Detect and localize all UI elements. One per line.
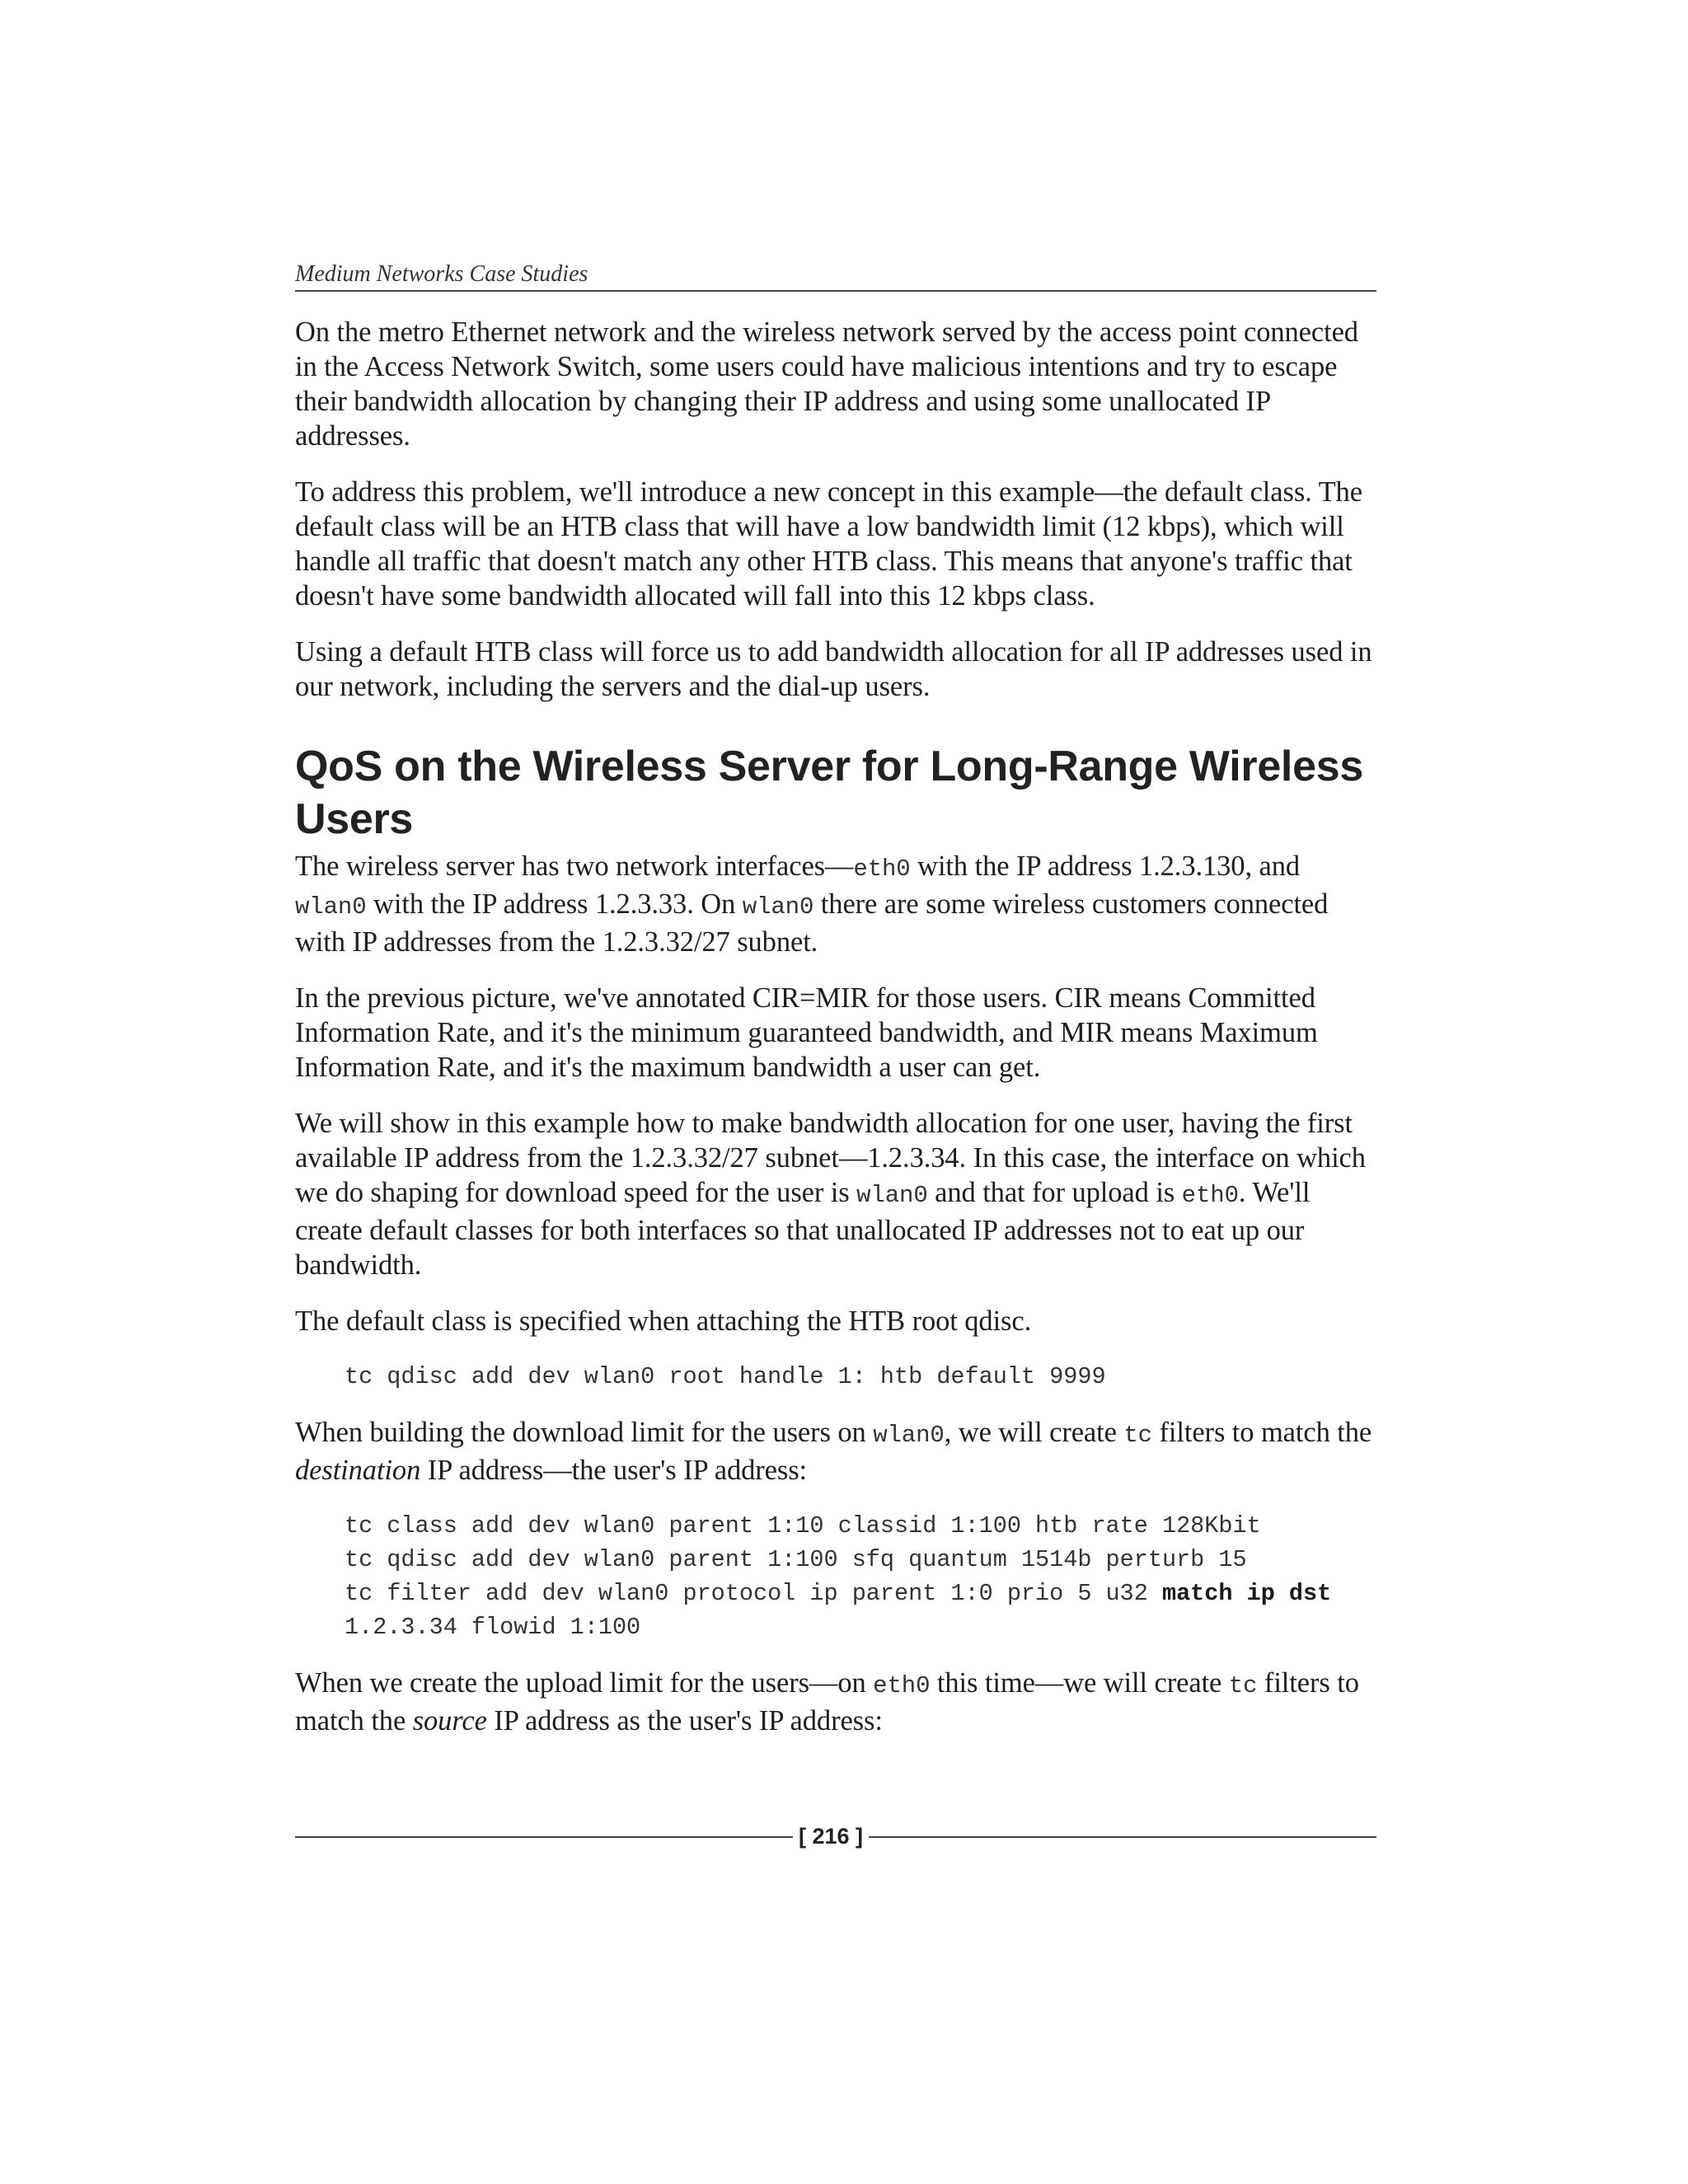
inline-code: tc <box>1228 1672 1258 1699</box>
text-run: there are some wireless customers connected with IP addresses from the 1.2.3.32/27 subnet. <box>295 888 1329 958</box>
code-line: 1.2.3.34 flowid 1:100 <box>345 1614 641 1641</box>
code-line: tc class add dev wlan0 parent 1:10 classid 1:100 htb rate 128Kbit <box>345 1512 1261 1540</box>
book-page <box>295 0 1376 2184</box>
header-rule <box>295 290 1376 292</box>
section-paragraph-4: The default class is specified when attaching the HTB root qdisc. <box>295 1305 1032 1337</box>
code-run: tc filter add dev wlan0 protocol ip parent 1:0 prio 5 u32 <box>345 1580 1162 1607</box>
text-run: and that for upload is <box>927 1177 1182 1208</box>
section-paragraph-5 <box>295 1415 1376 1488</box>
text-run: IP address as the user's IP address: <box>486 1705 883 1736</box>
code-block-1 <box>345 1360 1376 1394</box>
text-run: this time—we will create <box>930 1667 1229 1699</box>
intro-paragraph-3: Using a default HTB class will force us to add bandwidth allocation for all IP addresses used in our network, including the servers and the dial-up users. <box>295 636 1372 702</box>
code-line: tc qdisc add dev wlan0 parent 1:100 sfq quantum 1514b perturb 15 <box>345 1546 1247 1573</box>
section-heading: QoS on the Wireless Server for Long-Range Wireless Users <box>295 743 1363 843</box>
text-run: filters to match the <box>295 1667 1359 1736</box>
inline-code: wlan0 <box>856 1182 928 1209</box>
code-line <box>345 1577 1376 1610</box>
page-footer <box>295 1820 1376 1853</box>
inline-code: tc <box>1123 1422 1152 1449</box>
emphasis: destination <box>295 1455 421 1486</box>
text-run: with the IP address 1.2.3.33. On <box>366 888 743 920</box>
text-run: The wireless server has two network interfaces— <box>295 851 854 882</box>
code-block-2 <box>345 1509 1376 1644</box>
footer-rule-left <box>295 1836 793 1838</box>
inline-code: eth0 <box>1181 1182 1239 1209</box>
text-run: When we create the upload limit for the users—on <box>295 1667 874 1699</box>
page-content <box>295 315 1376 1760</box>
inline-code: eth0 <box>873 1672 931 1699</box>
section-paragraph-1 <box>295 849 1376 959</box>
section-paragraph-2: In the previous picture, we've annotated CIR=MIR for those users. CIR means Committed Information Rate, and it's the minimum guaranteed bandwidth, and MIR means Maximum Information Rate, and it's the maximum bandwidth a user can get. <box>295 982 1318 1083</box>
text-run: We will show in this example how to make bandwidth allocation for one user, having the first available IP address from the 1.2.3.32/27 subnet—1.2.3.34. In this case, the interface on which we do shaping for download speed for the user is <box>295 1108 1366 1208</box>
inline-code: wlan0 <box>742 893 814 921</box>
code-line: tc qdisc add dev wlan0 root handle 1: htb default 9999 <box>345 1363 1106 1390</box>
text-run: . We'll create default classes for both interfaces so that unallocated IP addresses not to eat up our bandwidth. <box>295 1177 1311 1281</box>
text-run: filters to match the <box>1151 1417 1372 1448</box>
code-bold-run: match ip dst <box>1161 1580 1332 1607</box>
text-run: When building the download limit for the users on <box>295 1417 874 1448</box>
text-run: with the IP address 1.2.3.130, and <box>910 851 1301 882</box>
inline-code: eth0 <box>853 855 911 883</box>
emphasis: source <box>412 1705 487 1736</box>
running-header: Medium Networks Case Studies <box>295 261 588 287</box>
intro-paragraph-1: On the metro Ethernet network and the wireless network served by the access point connected in the Access Network Switch, some users could have malicious intentions and try to escape their bandwidth allocation by changing their IP address and using some unallocated IP addresses. <box>295 316 1358 452</box>
inline-code: wlan0 <box>295 893 367 921</box>
text-run: IP address—the user's IP address: <box>420 1455 808 1486</box>
intro-paragraph-2: To address this problem, we'll introduce a new concept in this example—the default class. The default class will be an HTB class that will have a low bandwidth limit (12 kbps), which will handle all traffic that doesn't match any other HTB class. This means that anyone's traffic that doesn't have some bandwidth allocated will fall into this 12 kbps class. <box>295 476 1362 612</box>
inline-code: wlan0 <box>873 1422 945 1449</box>
page-number: [ 216 ] <box>798 1824 864 1849</box>
text-run: , we will create <box>944 1417 1124 1448</box>
section-paragraph-3 <box>295 1106 1376 1282</box>
section-paragraph-6 <box>295 1666 1376 1738</box>
footer-rule-right <box>869 1836 1376 1838</box>
